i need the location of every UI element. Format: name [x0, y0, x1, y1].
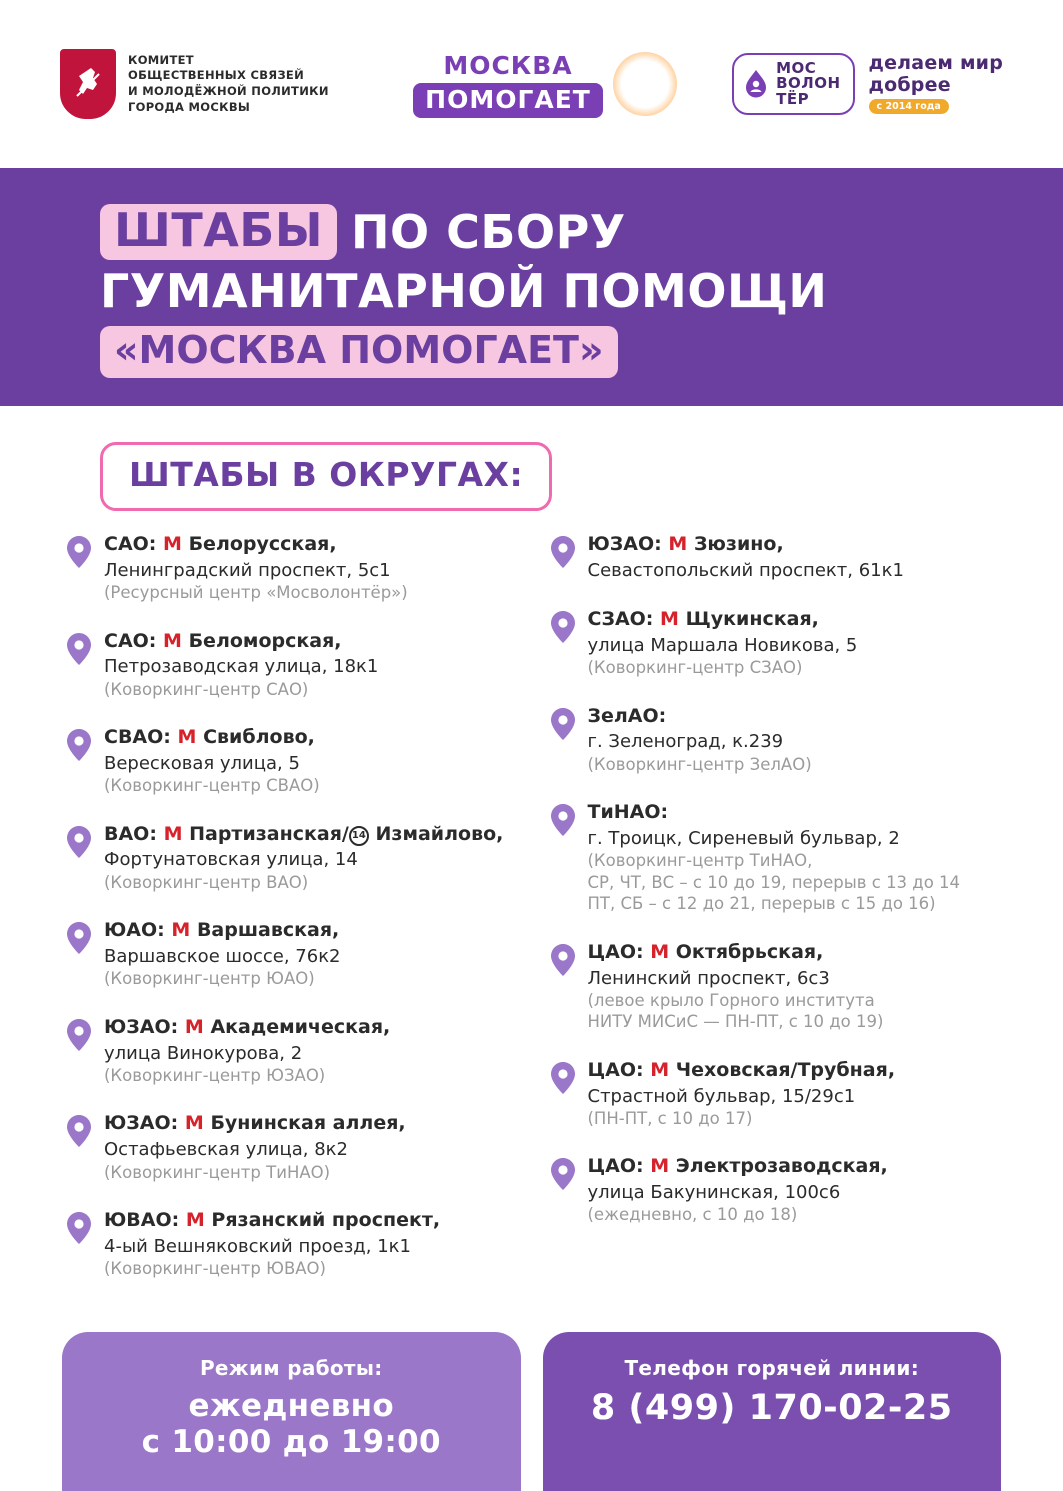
- list-item[interactable]: [66, 533, 522, 604]
- list-item-note-3: ПТ, СБ – с 12 до 21, перерыв с 15 до 16): [587, 894, 936, 914]
- list-item-body: [104, 630, 522, 701]
- list-item-address: Ленинский проспект, 6с3: [587, 967, 830, 989]
- list-item-address: Петрозаводская улица, 18к1: [104, 656, 379, 678]
- district-label: САО:: [104, 629, 157, 652]
- list-item-address: г. Троицк, Сиреневый бульвар, 2: [587, 828, 900, 850]
- list-item-address: улица Бакунинская, 100с6: [587, 1182, 841, 1204]
- metro-icon: М: [163, 533, 182, 555]
- list-item-note: (Коворкинг-центр ЮЗАО): [104, 1066, 326, 1086]
- committee-line-3: И МОЛОДЁЖНОЙ ПОЛИТИКИ: [128, 84, 329, 98]
- mosvolonter-wordmark: [776, 61, 840, 107]
- map-pin-icon: [66, 1211, 92, 1245]
- title-banner: [0, 168, 1063, 406]
- metro-station: Варшавская,: [196, 919, 340, 942]
- title-line-2: ГУМАНИТАРНОЙ ПОМОЩИ: [100, 264, 828, 319]
- district-label: ЮЗАО:: [587, 533, 662, 555]
- section-title-wrap: [0, 406, 1063, 533]
- list-item[interactable]: [550, 941, 1006, 1033]
- mosvolonter-logo: [732, 53, 1003, 115]
- committee-line-1: КОМИТЕТ: [128, 52, 194, 67]
- district-label: ЮАО:: [104, 919, 165, 942]
- metro-station: Электрозаводская,: [675, 1155, 888, 1178]
- list-item-body: [588, 608, 1006, 679]
- committee-text: [128, 53, 329, 115]
- district-label: ВАО:: [104, 822, 157, 845]
- district-label: ЦАО:: [587, 1058, 644, 1081]
- metro-station: Партизанская/: [189, 822, 349, 845]
- metro-station: Белорусская,: [188, 533, 337, 555]
- left-column: [66, 533, 522, 1306]
- metro-icon: М: [660, 608, 679, 631]
- list-item-title: [104, 823, 522, 847]
- district-label: СЗАО:: [587, 608, 654, 631]
- list-item-body: [104, 1112, 522, 1183]
- list-item-note: (ПН-ПТ, с 10 до 17): [587, 1108, 753, 1128]
- list-item[interactable]: [66, 630, 522, 701]
- list-item-body: [588, 705, 1006, 776]
- list-item-note: (Коворкинг-центр ТиНАО): [104, 1162, 331, 1182]
- list-item[interactable]: [66, 1016, 522, 1087]
- schedule-line-1: ежедневно: [188, 1387, 394, 1424]
- list-item-body: [588, 801, 1006, 914]
- district-label: ЮЗАО:: [104, 1015, 179, 1038]
- district-label: ЗелАО:: [587, 704, 667, 727]
- list-item-body: [104, 1016, 522, 1087]
- list-item-note: (левое крыло Горного института: [587, 990, 875, 1010]
- section-title: ШТАБЫ В ОКРУГАХ:: [100, 442, 552, 511]
- list-item-note: (Коворкинг-центр ЮВАО): [104, 1259, 326, 1279]
- district-label: ТиНАО:: [587, 801, 669, 824]
- list-item[interactable]: [550, 801, 1006, 914]
- district-label: ЦАО:: [587, 940, 644, 963]
- district-label: ЦАО:: [587, 1155, 644, 1178]
- list-item-title: [104, 533, 522, 557]
- list-item-note: (ежедневно, с 10 до 18): [587, 1205, 798, 1225]
- district-label: ЮВАО:: [104, 1209, 180, 1232]
- mosvolonter-badge: [732, 53, 854, 115]
- since-badge: с 2014 года: [869, 99, 949, 114]
- title-line-1: [100, 204, 1063, 260]
- list-item-note: (Коворкинг-центр ЗелАО): [587, 754, 812, 774]
- hotline-number[interactable]: 8 (499) 170-02-25: [590, 1387, 953, 1428]
- list-item-body: [104, 919, 522, 990]
- moscow-helps-top: МОСКВА: [443, 50, 573, 80]
- metro-station: Бунинская аллея,: [210, 1112, 406, 1135]
- list-item-body: [588, 1155, 1006, 1226]
- list-item-note: (Коворкинг-центр ТиНАО,: [587, 851, 813, 871]
- list-item-address: 4-ый Вешняковский проезд, 1к1: [104, 1235, 411, 1257]
- moscow-helps-words: [413, 51, 603, 118]
- metro-icon: М: [650, 1058, 670, 1081]
- moscow-helps-bottom: ПОМОГАЕТ: [413, 83, 603, 118]
- metro-station: Беломорская,: [188, 629, 342, 652]
- list-item-body: [588, 941, 1006, 1033]
- list-item-note: (Ресурсный центр «Мосволонтёр»): [104, 583, 408, 603]
- list-item[interactable]: [550, 608, 1006, 679]
- slogan-line-1: делаем мир: [868, 51, 1003, 74]
- hotline-card[interactable]: [543, 1332, 1002, 1491]
- list-item-title: [104, 1209, 522, 1233]
- list-item-note: (Коворкинг-центр СВАО): [104, 776, 320, 796]
- schedule-card: [62, 1332, 521, 1491]
- metro-icon: М: [650, 1155, 670, 1178]
- right-column: [550, 533, 1006, 1306]
- metro-station: Зюзино,: [693, 533, 784, 555]
- list-item-note: (Коворкинг-центр ВАО): [104, 872, 309, 892]
- list-item-title: [104, 630, 522, 654]
- list-item-address: Севастопольский проспект, 61к1: [587, 559, 904, 581]
- list-item-address: Вересковая улица, 5: [104, 752, 300, 774]
- hotline-label: Телефон горячей линии:: [624, 1355, 919, 1380]
- metro-icon: М: [163, 822, 183, 845]
- title-pill-2: «МОСКВА ПОМОГАЕТ»: [100, 326, 618, 378]
- committee-line-4: ГОРОДА МОСКВЫ: [128, 99, 251, 114]
- schedule-line-2: с 10:00 до 19:00: [141, 1424, 441, 1461]
- metro-icon: М: [184, 1015, 204, 1038]
- list-item[interactable]: [550, 533, 1006, 582]
- metro-station: Рязанский проспект,: [211, 1209, 441, 1232]
- list-item-address: Варшавское шоссе, 76к2: [104, 946, 341, 968]
- list-item[interactable]: [66, 919, 522, 990]
- mosvolonter-line-3: ТЁР: [776, 89, 810, 108]
- map-pin-icon: [550, 610, 576, 644]
- map-pin-icon: [550, 1061, 576, 1095]
- committee-line-2: ОБЩЕСТВЕННЫХ СВЯЗЕЙ: [128, 68, 304, 83]
- district-label: ЮЗАО:: [104, 1112, 179, 1135]
- list-item-title: [104, 919, 522, 943]
- headquarters-list: [0, 533, 1063, 1306]
- list-item-address: Остафьевская улица, 8к2: [104, 1139, 348, 1161]
- volunteer-drop-icon: [744, 69, 768, 99]
- list-item[interactable]: [550, 705, 1006, 776]
- title-rest: ПО СБОРУ: [351, 205, 626, 259]
- list-item-address: улица Винокурова, 2: [104, 1042, 303, 1064]
- list-item-title: [588, 608, 1006, 632]
- metro-icon: М: [650, 940, 670, 963]
- metro-station: Октябрьская,: [675, 940, 824, 963]
- title-line-3: [100, 326, 1063, 378]
- list-item-title: [588, 705, 1006, 729]
- saint-george-icon: [71, 62, 105, 106]
- metro-station: Чеховская/Трубная,: [675, 1058, 896, 1081]
- list-item-address: Фортунатовская улица, 14: [104, 849, 358, 871]
- mosvolonter-slogan: [868, 51, 1003, 115]
- map-pin-icon: [550, 707, 576, 741]
- list-item-body: [104, 1209, 522, 1280]
- list-item-body: [588, 533, 1006, 582]
- metro-station-2: Измайлово,: [375, 822, 504, 845]
- metro-station: Свиблово,: [203, 726, 315, 749]
- list-item-body: [104, 823, 522, 894]
- map-pin-icon: [66, 825, 92, 859]
- list-item[interactable]: [66, 1112, 522, 1183]
- metro-station: Академическая,: [210, 1015, 391, 1038]
- schedule-label: Режим работы:: [199, 1355, 383, 1380]
- metro-icon: М: [185, 1209, 205, 1232]
- list-item-body: [588, 1059, 1006, 1130]
- list-item-note: (Коворкинг-центр САО): [104, 679, 309, 699]
- metro-icon: М: [177, 726, 197, 749]
- list-item-title: [104, 1112, 522, 1136]
- committee-logo: [60, 49, 390, 119]
- list-item-address: Ленинградский проспект, 5с1: [104, 559, 391, 581]
- moscow-helps-logo: [400, 51, 690, 118]
- map-pin-icon: [550, 1157, 576, 1191]
- mosvolonter-line-2: ВОЛОН: [776, 74, 841, 93]
- list-item-address: г. Зеленоград, к.239: [587, 731, 784, 753]
- list-item-note: (Коворкинг-центр ЮАО): [104, 969, 315, 989]
- list-item[interactable]: [66, 726, 522, 797]
- title-pill: ШТАБЫ: [100, 204, 337, 260]
- mosvolonter-line-1: МОС: [776, 59, 817, 78]
- metro-icon: М: [184, 1112, 204, 1135]
- metro-icon: М: [171, 919, 191, 942]
- list-item[interactable]: [66, 1209, 522, 1280]
- slogan-line-2: добрее: [868, 74, 951, 97]
- list-item-body: [104, 726, 522, 797]
- map-pin-icon: [550, 535, 576, 569]
- list-item[interactable]: [66, 823, 522, 894]
- metro-icon: М: [163, 629, 182, 652]
- map-pin-icon: [66, 728, 92, 762]
- moscow-coat-of-arms-icon: [60, 49, 116, 119]
- map-pin-icon: [66, 535, 92, 569]
- metro-icon: М: [668, 533, 688, 555]
- map-pin-icon: [66, 1114, 92, 1148]
- district-label: САО:: [104, 533, 157, 555]
- list-item-title: [588, 1155, 1006, 1179]
- map-pin-icon: [66, 632, 92, 666]
- footer: [0, 1332, 1063, 1491]
- logo-bar: [0, 0, 1063, 168]
- list-item-title: [588, 941, 1006, 965]
- heart-glyph-icon: [631, 71, 659, 97]
- map-pin-icon: [66, 1018, 92, 1052]
- list-item-note-2: СР, ЧТ, ВС – с 10 до 19, перерыв с 13 до 14: [587, 872, 961, 892]
- list-item-title: [588, 533, 1006, 557]
- map-pin-icon: [550, 803, 576, 837]
- list-item-title: [104, 726, 522, 750]
- list-item-note: (Коворкинг-центр СЗАО): [587, 658, 803, 678]
- list-item-title: [588, 1059, 1006, 1083]
- heart-icon: [613, 52, 677, 116]
- list-item-address: Страстной бульвар, 15/29с1: [587, 1085, 856, 1107]
- list-item-title: [104, 1016, 522, 1040]
- list-item-title: [588, 801, 1006, 825]
- list-item[interactable]: [550, 1059, 1006, 1130]
- list-item-body: [104, 533, 522, 604]
- map-pin-icon: [66, 921, 92, 955]
- district-label: СВАО:: [104, 726, 171, 749]
- list-item-address: улица Маршала Новикова, 5: [587, 634, 858, 656]
- list-item-note-2: НИТУ МИСиС — ПН-ПТ, с 10 до 19): [587, 1012, 884, 1032]
- list-item[interactable]: [550, 1155, 1006, 1226]
- metro-station: Щукинская,: [685, 608, 819, 631]
- mcd-line-badge-icon: 14: [349, 826, 369, 846]
- map-pin-icon: [550, 943, 576, 977]
